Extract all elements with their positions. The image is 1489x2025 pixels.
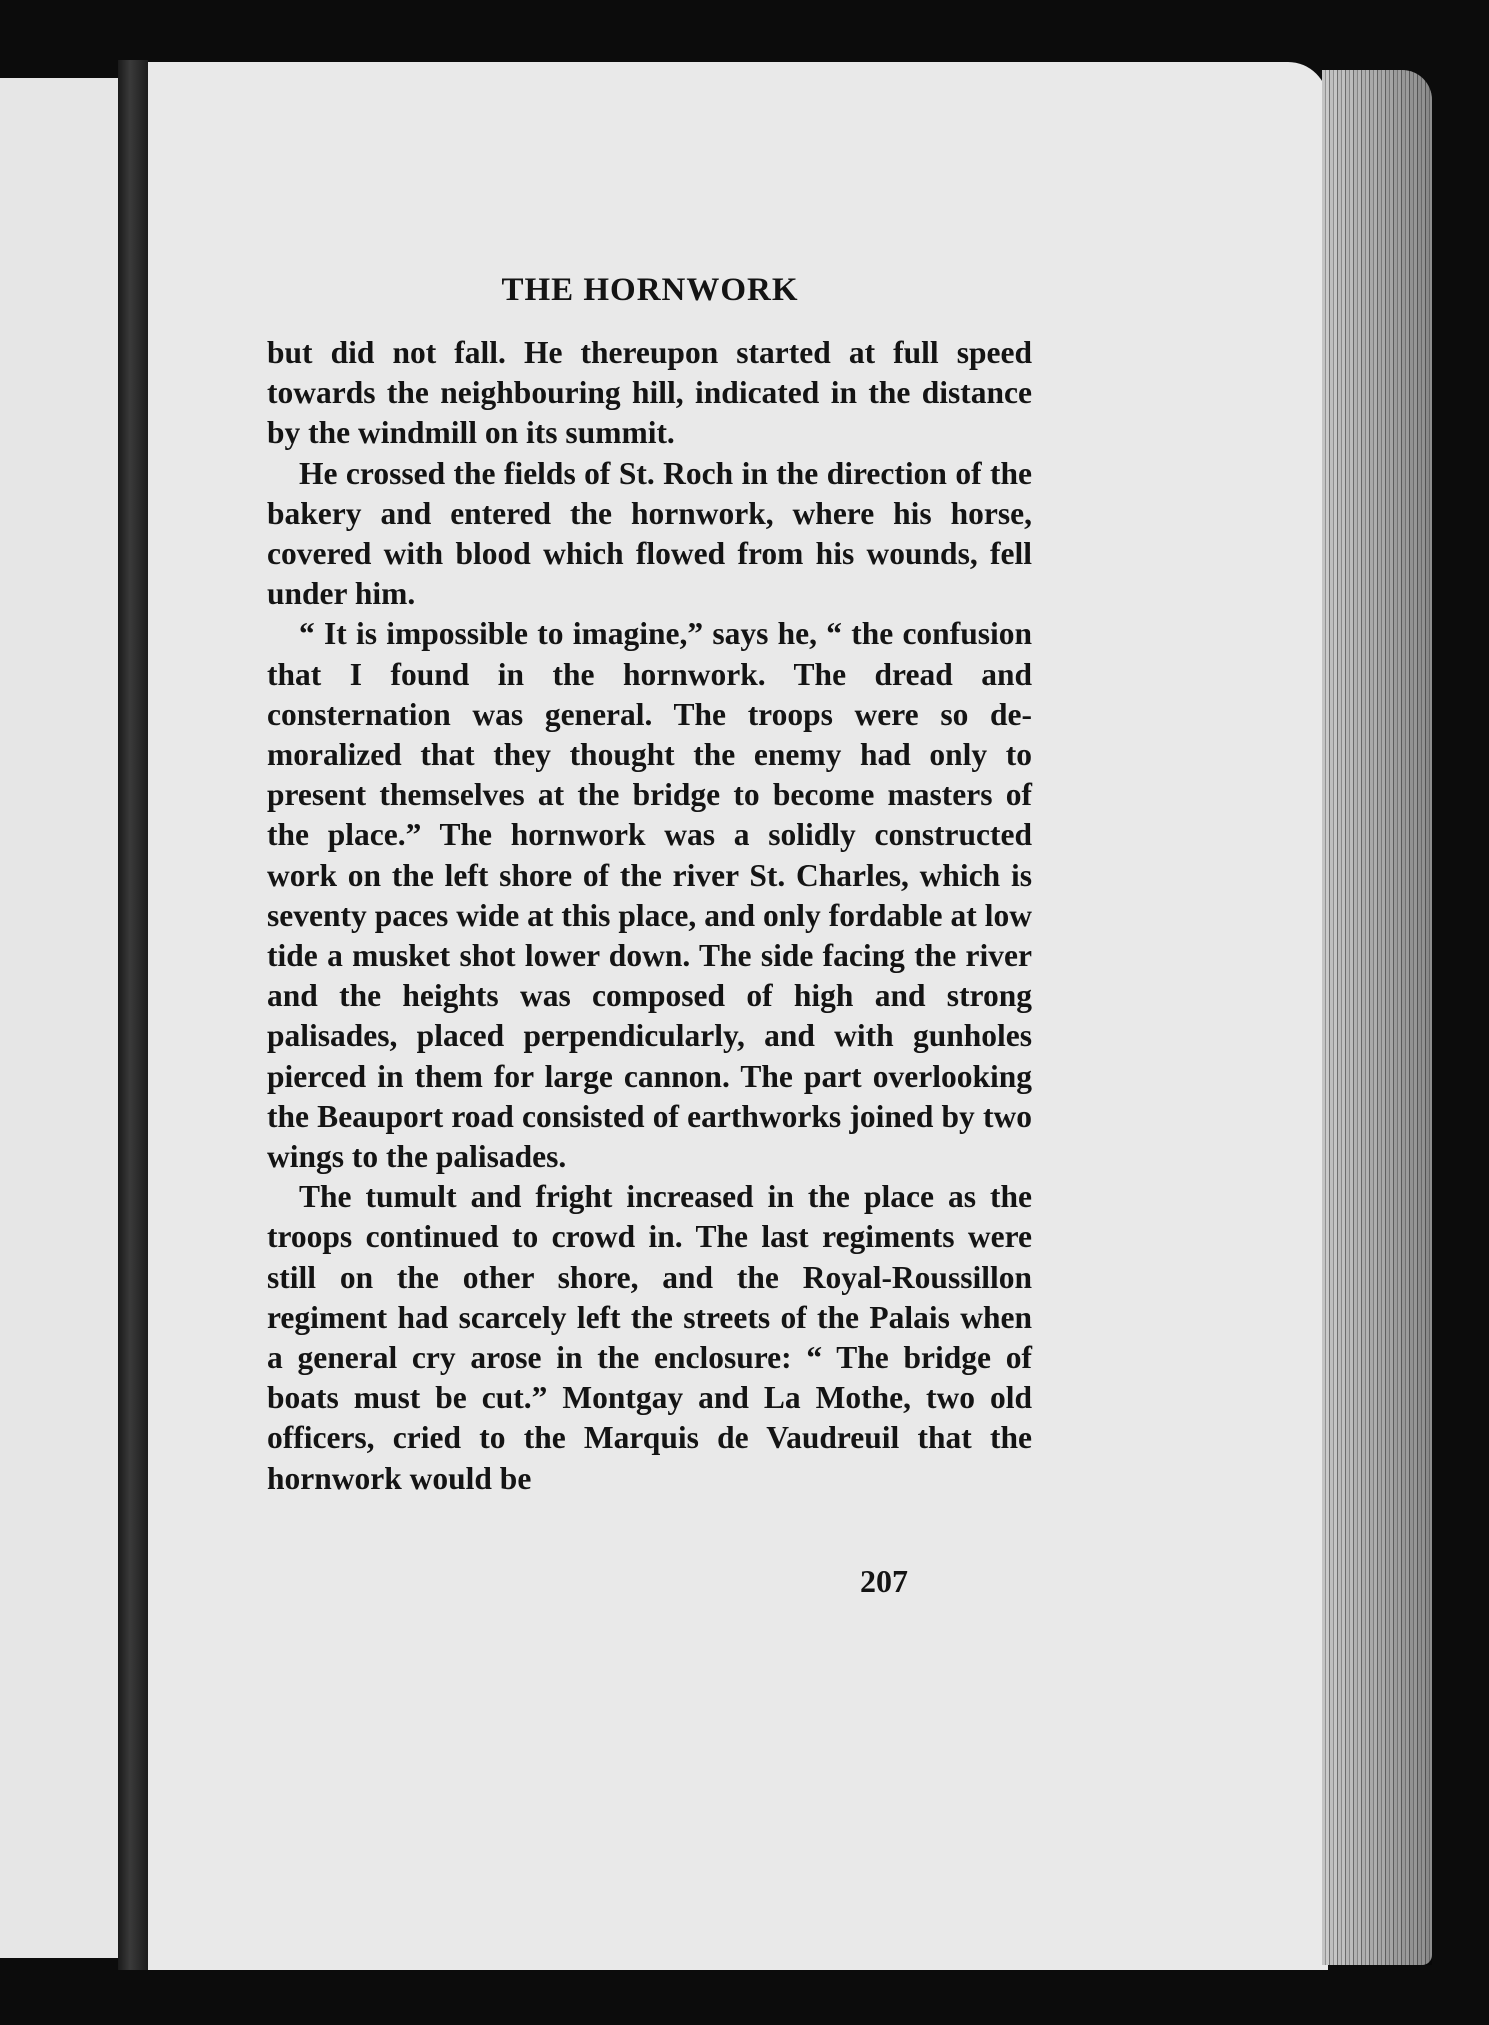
book-gutter [118,60,148,1970]
fore-edge-shadow [1322,70,1432,1965]
facing-page-edge [0,78,118,1958]
body-text [267,333,1032,1499]
running-head: THE HORNWORK [501,272,799,308]
paragraph: but did not fall. He thereupon started at full speed towards the neighbouring hill, indicated in the distance by the windmill on its summit. [267,335,1032,451]
paragraph: He crossed the fields of St. Roch in the direction of the bakery and entered the hornwork, where his horse, covered with blood which flowed from his wounds, fell under him. [267,455,1032,612]
paragraph: “ It is impossible to imagine,” says he, “ the confusion that I found in the hornwork. The dread and consternation was general. The troops were so demoralized that they thought the enemy had only to present themselves at the bridge to become masters of the place.” The hornwork was a solidly constructed work on the left shore of the river St. Charles, which is seventy paces wide at this place, and only fordable at low tide a musket shot lower down. The side facing the river and the heights was composed of high and strong palisades, placed perpendicularly, and with gunholes pierced in them for large cannon. The part overlooking the Beauport road consisted of earthworks joined by two wings to the palisades. [267,616,1032,1175]
paragraph: The tumult and fright increased in the place as the troops continued to crowd in. The last regiments were still on the other shore, and the Royal-Roussillon regiment had scarcely left the streets of the Palais when a general cry arose in the enclosure: “ The bridge of boats must be cut.” Montgay and La Mothe, two old officers, cried to the Marquis de Vaudreuil that the hornwork would be [267,1179,1032,1496]
page-number: 207 [860,1563,908,1599]
